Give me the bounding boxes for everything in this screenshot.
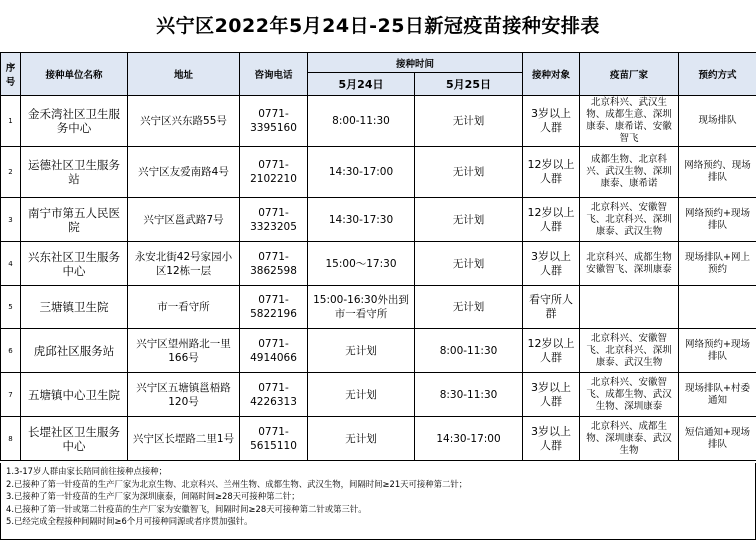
note-2: 2.已接种了第一针疫苗的生产厂家为北京生物、北京科兴、兰州生物、成都生物、武汉生物，间隔时间≥21天可接种第二针； — [6, 478, 468, 489]
cell-vendor — [580, 286, 679, 329]
table-row — [1, 147, 756, 198]
cell-phone: 0771-2102210 — [240, 147, 308, 198]
cell-unit: 运德社区卫生服务站 — [21, 147, 128, 198]
cell-day2: 无计划 — [415, 147, 523, 198]
cell-day1: 15:00-16:30外出到市一看守所 — [308, 286, 415, 329]
cell-unit: 长堽社区卫生服务中心 — [21, 417, 128, 461]
table-row — [1, 242, 756, 286]
cell-day2: 14:30-17:00 — [415, 417, 523, 461]
page-title: 兴宁区2022年5月24日-25日新冠疫苗接种安排表 — [156, 15, 600, 37]
cell-no: 8 — [1, 417, 21, 461]
cell-unit: 三塘镇卫生院 — [21, 286, 128, 329]
cell-day1: 8:00-11:30 — [308, 96, 415, 147]
cell-day2: 无计划 — [415, 286, 523, 329]
note-1: 1.3-17岁人群由家长陪同前往接种点接种； — [6, 466, 167, 476]
table-row — [1, 329, 756, 373]
cell-address: 兴宁区兴东路55号 — [128, 96, 240, 147]
cell-day2: 8:30-11:30 — [415, 373, 523, 417]
cell-booking — [679, 286, 756, 329]
cell-target: 3岁以上人群 — [523, 373, 580, 417]
cell-unit: 兴东社区卫生服务中心 — [21, 242, 128, 286]
cell-booking: 现场排队+网上预约 — [679, 242, 756, 286]
cell-day2: 无计划 — [415, 198, 523, 242]
table-row — [1, 96, 756, 147]
cell-phone: 0771-4226313 — [240, 373, 308, 417]
cell-booking: 现场排队 — [679, 96, 756, 147]
cell-day2: 无计划 — [415, 242, 523, 286]
note-5: 5.已经完成全程接种间隔时间≥6个月可接种同源或者序贯加强针。 — [6, 516, 253, 527]
table-row — [1, 417, 756, 461]
cell-no: 3 — [1, 198, 21, 242]
cell-booking: 现场排队+村委通知 — [679, 373, 756, 417]
note-4: 4.已接种了第一针或第二针疫苗的生产厂家为安徽智飞，间隔时间≥28天可接种第二针或第三针。 — [6, 503, 367, 514]
cell-phone: 0771-5615110 — [240, 417, 308, 461]
cell-day2: 8:00-11:30 — [415, 329, 523, 373]
cell-phone: 0771-3862598 — [240, 242, 308, 286]
header-day1: 5月24日 — [308, 73, 415, 96]
table-row — [1, 198, 756, 242]
cell-address: 兴宁区望州路北一里166号 — [128, 329, 240, 373]
table-body — [1, 96, 756, 461]
schedule-table — [0, 52, 756, 461]
cell-day1: 无计划 — [308, 417, 415, 461]
header-vendor: 疫苗厂家 — [580, 53, 679, 96]
cell-vendor: 成都生物、北京科兴、武汉生物、深圳康泰、康希诺 — [580, 147, 679, 198]
header-time-group: 接种时间 — [308, 53, 523, 73]
cell-booking: 网络预约+现场排队 — [679, 329, 756, 373]
cell-no: 4 — [1, 242, 21, 286]
cell-no: 2 — [1, 147, 21, 198]
header-target: 接种对象 — [523, 53, 580, 96]
cell-target: 3岁以上人群 — [523, 242, 580, 286]
cell-target: 12岁以上人群 — [523, 198, 580, 242]
header-booking: 预约方式 — [679, 53, 756, 96]
cell-phone: 0771-3395160 — [240, 96, 308, 147]
cell-vendor: 北京科兴、安徽智飞、北京科兴、深圳康泰、武汉生物 — [580, 198, 679, 242]
cell-address: 市一看守所 — [128, 286, 240, 329]
cell-address: 兴宁区长堽路二里1号 — [128, 417, 240, 461]
cell-target: 3岁以上人群 — [523, 96, 580, 147]
header-address: 地址 — [128, 53, 240, 96]
cell-booking: 网络预约、现场排队 — [679, 147, 756, 198]
cell-phone: 0771-4914066 — [240, 329, 308, 373]
cell-no: 5 — [1, 286, 21, 329]
cell-address: 兴宁区邕武路7号 — [128, 198, 240, 242]
table-header — [1, 53, 756, 96]
cell-no: 7 — [1, 373, 21, 417]
cell-no: 6 — [1, 329, 21, 373]
cell-target: 12岁以上人群 — [523, 147, 580, 198]
notes-section — [0, 463, 756, 540]
table-row — [1, 286, 756, 329]
cell-day2: 无计划 — [415, 96, 523, 147]
header-phone: 咨询电话 — [240, 53, 308, 96]
cell-unit: 五塘镇中心卫生院 — [21, 373, 128, 417]
cell-unit: 金禾湾社区卫生服务中心 — [21, 96, 128, 147]
cell-booking: 短信通知+现场排队 — [679, 417, 756, 461]
cell-vendor: 北京科兴、成都生物安徽智飞、深圳康泰 — [580, 242, 679, 286]
cell-day1: 无计划 — [308, 329, 415, 373]
cell-phone: 0771-3323205 — [240, 198, 308, 242]
note-3: 3.已接种了第一针疫苗的生产厂家为深圳康泰，间隔时间≥28天可接种第二针； — [6, 491, 300, 502]
header-day2: 5月25日 — [415, 73, 523, 96]
cell-address: 兴宁区友爱南路4号 — [128, 147, 240, 198]
table-row — [1, 373, 756, 417]
cell-target: 12岁以上人群 — [523, 329, 580, 373]
cell-address: 永安北街42号家园小区12栋一层 — [128, 242, 240, 286]
cell-day1: 无计划 — [308, 373, 415, 417]
cell-vendor: 北京科兴、成都生物、深圳康泰、武汉生物 — [580, 417, 679, 461]
cell-no: 1 — [1, 96, 21, 147]
cell-vendor: 北京科兴、武汉生物、成都生意、深圳康泰、康希诺、安徽智飞 — [580, 96, 679, 147]
cell-unit: 南宁市第五人民医院 — [21, 198, 128, 242]
cell-unit: 虎邱社区服务站 — [21, 329, 128, 373]
header-no: 序号 — [1, 53, 21, 96]
cell-target: 3岁以上人群 — [523, 417, 580, 461]
cell-day1: 14:30-17:30 — [308, 198, 415, 242]
cell-day1: 14:30-17:00 — [308, 147, 415, 198]
cell-vendor: 北京科兴、安徽智飞、成都生物、武汉生物、深圳康泰 — [580, 373, 679, 417]
cell-vendor: 北京科兴、安徽智飞、北京科兴、深圳康泰、武汉生物 — [580, 329, 679, 373]
header-unit: 接种单位名称 — [21, 53, 128, 96]
cell-day1: 15:00～17:30 — [308, 242, 415, 286]
cell-target: 看守所人群 — [523, 286, 580, 329]
cell-phone: 0771-5822196 — [240, 286, 308, 329]
cell-booking: 网络预约+现场排队 — [679, 198, 756, 242]
cell-address: 兴宁区五塘镇邕梧路120号 — [128, 373, 240, 417]
